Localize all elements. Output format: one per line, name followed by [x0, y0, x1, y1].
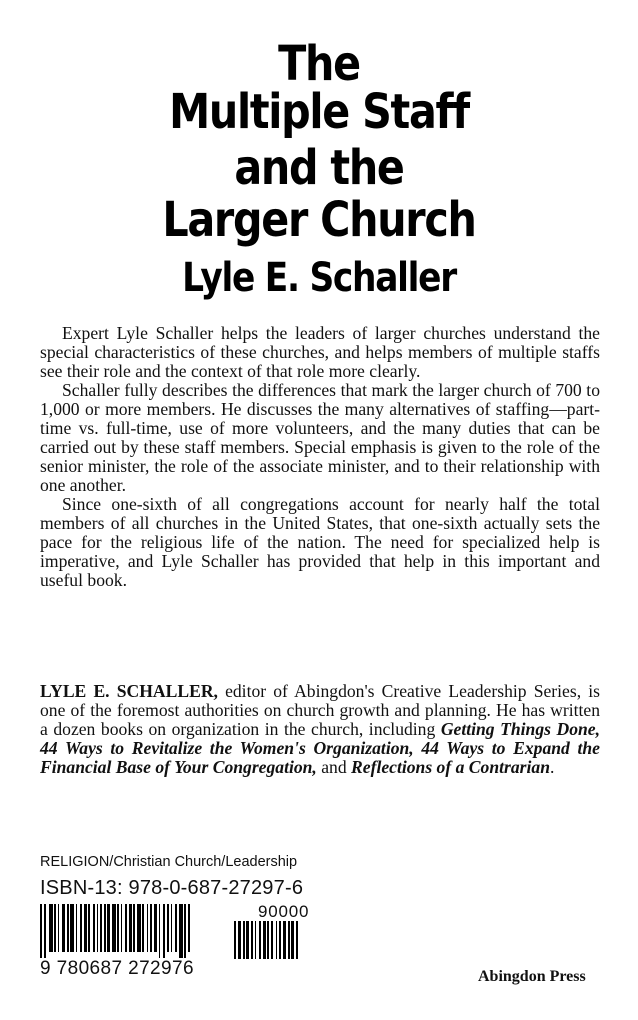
book-title-line-3: and the: [234, 140, 404, 196]
barcode-bar: [271, 921, 273, 959]
barcode-bar: [296, 921, 298, 959]
barcode-bar: [80, 904, 82, 952]
bio-author-name: LYLE E. SCHALLER,: [40, 681, 218, 701]
barcode-bar: [44, 904, 46, 958]
barcode-bar: [276, 921, 277, 959]
barcode-bar: [62, 904, 65, 952]
barcode-digits: 9 780687 272976: [40, 958, 194, 979]
barcode-bar: [112, 904, 116, 952]
barcode-bar: [150, 904, 152, 952]
barcode-bar: [117, 904, 119, 952]
bio-text: .: [549, 757, 555, 777]
barcode-bar: [125, 904, 127, 952]
barcode-bar: [121, 904, 122, 952]
barcode-bar: [100, 904, 102, 952]
bio-text: editor of Abingdon's Creative Leadership Series, is one of the foremost authorities on church growth and planning. He has written a dozen books on organization in the church, including: [40, 681, 600, 739]
book-title-line-4: Larger Church: [162, 192, 476, 248]
barcode-bar: [184, 904, 186, 958]
barcode-bar: [263, 921, 266, 959]
bio-book-titles: Getting Things Done, 44 Ways to Revitalize the Women's Organization, 44 Ways to Expand the Financial Base of Your Congregation,: [40, 719, 600, 777]
barcode-bar: [163, 904, 165, 958]
barcode-bar: [238, 921, 241, 959]
barcode-bar: [283, 921, 286, 959]
bio-text: and: [316, 757, 352, 777]
barcode-addon: [234, 921, 312, 961]
barcode-bar: [259, 921, 261, 959]
barcode-bar: [147, 904, 148, 952]
barcode-bar: [167, 904, 169, 952]
author-bio: [40, 682, 600, 777]
barcode-bar: [93, 904, 95, 952]
isbn-number: ISBN-13: 978-0-687-27297-6: [40, 877, 304, 899]
barcode-bar: [154, 904, 157, 952]
barcode-bar: [188, 904, 190, 952]
barcode-bar: [243, 921, 245, 959]
barcode-bar: [84, 904, 87, 952]
barcode-bar: [54, 904, 56, 952]
barcode-bar: [246, 921, 249, 959]
description-paragraph: Schaller fully describes the differences that mark the larger church of 700 to 1,000 or more members. He discusses the many alternatives of staffing—part-time vs. full-time, use of more volunteers, and the many duties that can be carried out by these staff members. Special emphasis is given to the role of the senior minister, the role of the associate minister, and to their relationship with one another.: [40, 380, 600, 495]
barcode-bar: [49, 904, 53, 952]
barcode-bar: [267, 921, 269, 959]
book-title-line-1: The: [278, 36, 360, 92]
description-paragraph: Since one-sixth of all congregations account for nearly half the total members of all churches in the United States, that one-sixth actually sets the pace for the religious life of the nation. The need for specialized help is imperative, and Lyle Schaller has provided that help in this important and useful book.: [40, 494, 600, 590]
barcode-addon-digits: 90000: [258, 902, 310, 921]
author-bio-paragraph: [40, 682, 600, 777]
book-title-line-2: Multiple Staff: [169, 84, 469, 140]
barcode-bar: [255, 921, 256, 959]
barcode-bar: [142, 904, 144, 952]
barcode-bar: [234, 921, 236, 959]
subject-category: RELIGION/Christian Church/Leadership: [40, 854, 298, 870]
publisher: Abingdon Press: [478, 968, 586, 985]
barcode-bar: [76, 904, 77, 952]
barcode-bar: [107, 904, 110, 952]
barcode-bar: [137, 904, 141, 952]
barcode-bar: [88, 904, 90, 952]
barcode-bar: [67, 904, 69, 952]
barcode-bar: [288, 921, 290, 959]
description-paragraph: Expert Lyle Schaller helps the leaders of larger churches understand the special characteristics of these churches, and helps members of multiple staffs see their role and the context of that role more clearly.: [40, 323, 600, 381]
barcode-bar: [251, 921, 253, 959]
barcode-bar: [159, 904, 160, 958]
book-author: Lyle E. Schaller: [182, 255, 456, 301]
barcode-bar: [58, 904, 59, 952]
barcode-bar: [40, 904, 42, 958]
barcode-bar: [279, 921, 281, 959]
barcode-bar: [171, 904, 172, 952]
barcode-bar: [104, 904, 106, 952]
barcode-bar: [291, 921, 294, 959]
barcode: [40, 904, 230, 958]
bio-book-title: Reflections of a Contrarian: [351, 757, 550, 777]
barcode-bar: [133, 904, 135, 952]
description: [40, 324, 600, 590]
barcode-bar: [70, 904, 74, 952]
barcode-bar: [175, 904, 177, 952]
barcode-bar: [129, 904, 132, 952]
barcode-bar: [97, 904, 98, 952]
barcode-bar: [179, 904, 183, 958]
